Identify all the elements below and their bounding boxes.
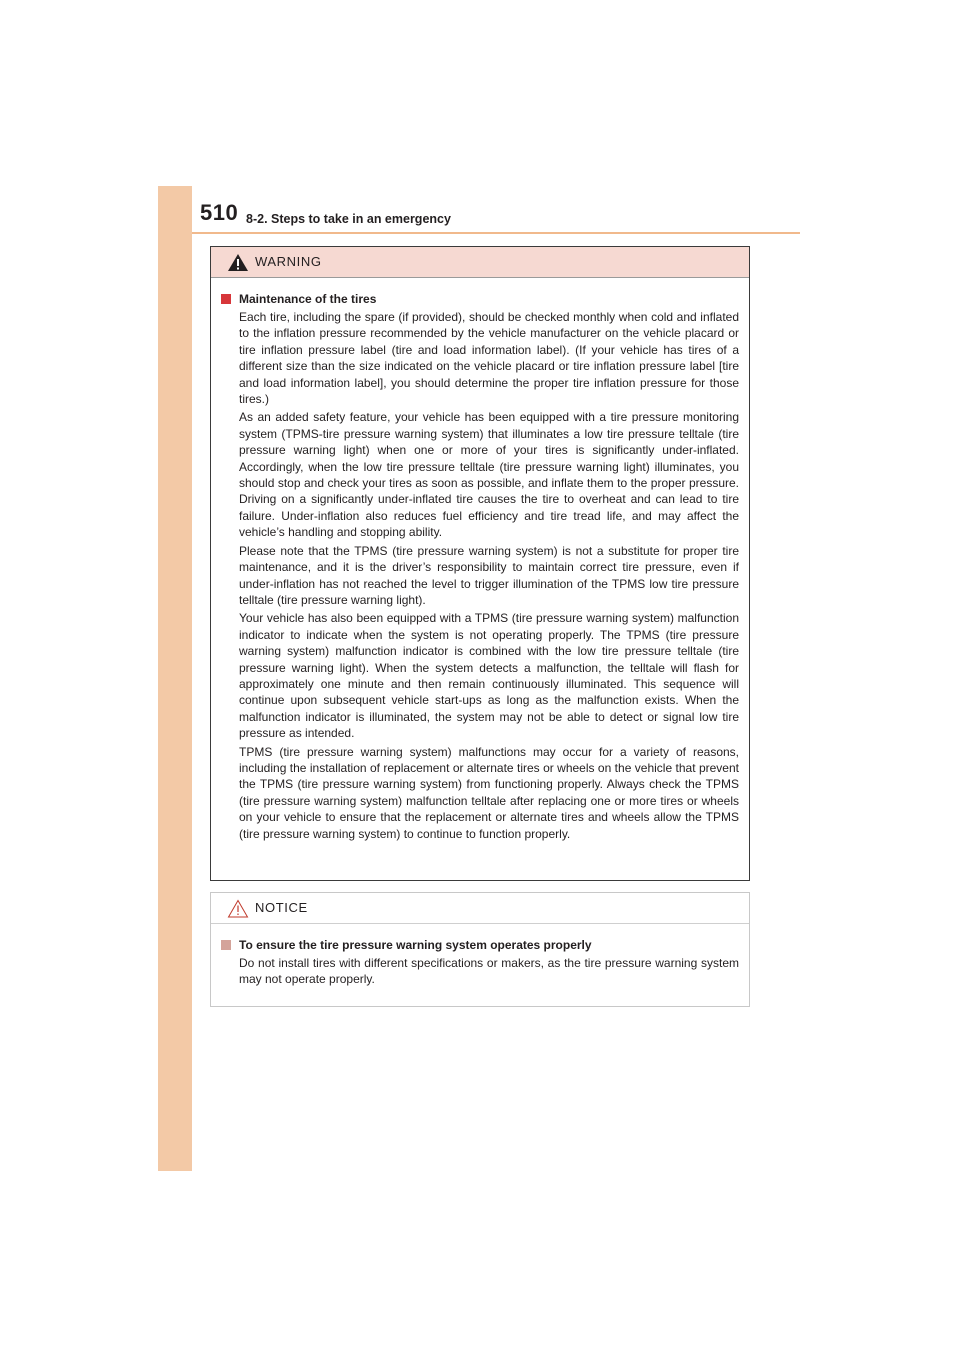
- notice-header: [211, 893, 749, 924]
- notice-label: NOTICE: [255, 900, 308, 915]
- notice-paragraph: Do not install tires with different specifications or makers, as the tire pressure warning system may not operate properly.: [239, 956, 739, 987]
- warning-paragraph: As an added safety feature, your vehicle has been equipped with a tire pressure monitoring system (TPMS-tire pressure warning system) that illuminates a low tire pressure telltale (tire pressure warning light) when one or more of your tires is significantly under-inflated. Accordingly, when the low tire pressure telltale (tire pressure warning light) illuminates, you should stop and check your tires as soon as possible, and inflate them to the proper pressure. Driving on a significantly under-inflated tire causes the tire to overheat and can lead to tire failure. Under-inflation also reduces fuel efficiency and tire tread life, and may affect the vehicle’s handling and stopping ability.: [239, 410, 739, 540]
- warning-box: [210, 246, 750, 881]
- notice-item-title: [221, 937, 739, 953]
- notice-item-title-text: To ensure the tire pressure warning system operates properly: [239, 938, 592, 952]
- warning-paragraph: Your vehicle has also been equipped with a TPMS (tire pressure warning system) malfunction indicator to indicate when the system is not operating properly. The TPMS (tire pressure warning system) malfunction indicator is combined with the low tire pressure telltale (tire pressure warning light). When the system detects a malfunction, the telltale will flash for approximately one minute and then remain continuously illuminated. This sequence will continue upon subsequent vehicle start-ups as long as the malfunction exists. When the malfunction indicator is illuminated, the system may not be able to detect or signal low tire pressure as intended.: [239, 611, 739, 741]
- caution-triangle-icon: [227, 899, 249, 918]
- warning-label: WARNING: [255, 254, 322, 269]
- warning-triangle-icon: [227, 253, 249, 272]
- warning-paragraph: TPMS (tire pressure warning system) malfunctions may occur for a variety of reasons, including the installation of replacement or alternate tires or wheels on the vehicle that prevent the TPMS (tire pressure warning system) from functioning properly. Always check the TPMS (tire pressure warning system) malfunction telltale after replacing one or more tires or wheels on your vehicle to ensure that the replacement or alternate tires and wheels allow the TPMS (tire pressure warning system) to continue to function properly.: [239, 744, 739, 841]
- square-bullet-icon: [221, 294, 231, 304]
- side-color-band: [158, 186, 192, 1171]
- section-title: 8-2. Steps to take in an emergency: [246, 212, 451, 226]
- warning-body: [211, 278, 749, 844]
- warning-header: [211, 247, 749, 278]
- header-rule: [192, 232, 800, 234]
- square-bullet-icon: [221, 940, 231, 950]
- warning-paragraph: Each tire, including the spare (if provided), should be checked monthly when cold and inflated to the inflation pressure recommended by the vehicle manufacturer on the vehicle placard or tire inflation pressure label (tire and load information label). (If your vehicle has tires of a different size than the size indicated on the vehicle placard or tire inflation pressure label [tire and load information label], you should determine the proper tire inflation pressure for those tires.): [239, 310, 739, 407]
- page-number: 510: [200, 200, 239, 225]
- warning-item-title: [221, 291, 739, 307]
- warning-item-title-text: Maintenance of the tires: [239, 292, 377, 306]
- warning-paragraph: Please note that the TPMS (tire pressure warning system) is not a substitute for proper tire maintenance, and it is the driver’s responsibility to maintain correct tire pressure, even if under-inflation has not reached the level to trigger illumination of the TPMS low tire pressure telltale (tire pressure warning light).: [239, 543, 739, 607]
- notice-box: [210, 892, 750, 1007]
- notice-body: [211, 924, 749, 990]
